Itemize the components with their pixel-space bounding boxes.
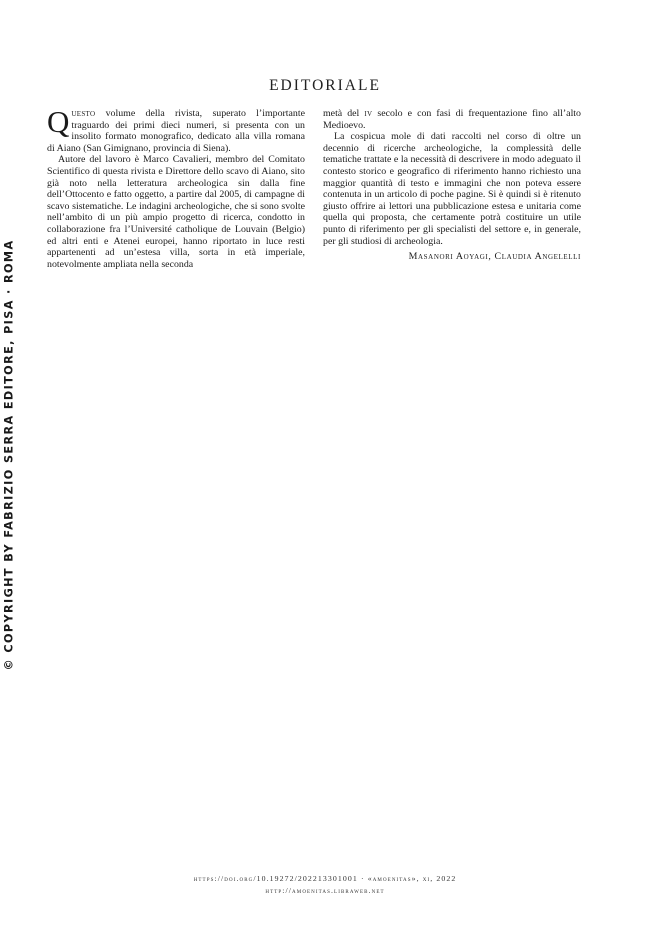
paragraph-2: Autore del lavoro è Marco Cavalieri, membro del Comitato Scientifico di questa rivista e Direttore dello scavo di Aiano, sito già noto nella letteratura archeologica sin dalla fine dell’Ottocento e fatto oggetto, a partire dal 2005, di campagne di scavo sistematiche. Le indagini archeologiche, che si sono svolte nell’ambito di un più ampio progetto di ricerca, condotto in collaborazione fra l’Université catholique de Louvain (Belgio) ed altri enti e Atenei europei, hanno riportato in luce resti appartenenti ad un’estesa villa, sorta in età imperiale, notevolmente ampliata nella seconda xyxy=(47,154,305,270)
copyright-sidebar xyxy=(1,220,17,690)
paragraph-1-text: volume della rivista, superato l’importante traguardo dei primi dieci numeri, si presenta con un insolito formato monografico, dedicato alla villa romana di Aiano (San Gimignano, provincia di Siena). xyxy=(47,108,305,154)
right-column xyxy=(323,108,581,263)
author-signature: Masanori Aoyagi, Claudia Angelelli xyxy=(408,251,581,263)
paragraph-3-start: metà del xyxy=(323,108,365,119)
paragraph-3-end: secolo e con fasi di frequentazione fino all’alto Medioevo. xyxy=(323,108,581,131)
website-link[interactable]: http://amoenitas.libraweb.net xyxy=(265,886,385,895)
left-column xyxy=(47,104,305,270)
opening-small-caps: uesto xyxy=(71,108,96,119)
copyright-text: © COPYRIGHT BY FABRIZIO SERRA EDITORE, PISA · ROMA xyxy=(2,239,16,671)
century-numeral: iv xyxy=(364,108,373,119)
doi-link[interactable]: https://doi.org/10.19272/202213301001 · «amoenitas», xi, 2022 xyxy=(193,874,457,883)
paragraph-3 xyxy=(323,108,581,131)
paragraph-4: La cospicua mole di dati raccolti nel corso di oltre un decennio di ricerche archeologiche, la complessità delle tematiche trattate e la necessità di descrivere in modo adeguato il contesto storico e geografico di riferimento hanno richiesto una maggior quantità di testo e immagini che non poteva essere contenuta in un articolo di poche pagine. Si è quindi si è ritenuto giusto offrire ai lettori una pubblicazione estesa e unitaria come quella qui proposta, che certamente potrà costituire un utile punto di riferimento per gli specialisti del settore e, in generale, per gli studiosi di archeologia. xyxy=(323,131,581,247)
drop-cap: Q xyxy=(47,104,70,139)
page-title: EDITORIALE xyxy=(269,77,381,94)
paragraph-1 xyxy=(47,104,305,154)
